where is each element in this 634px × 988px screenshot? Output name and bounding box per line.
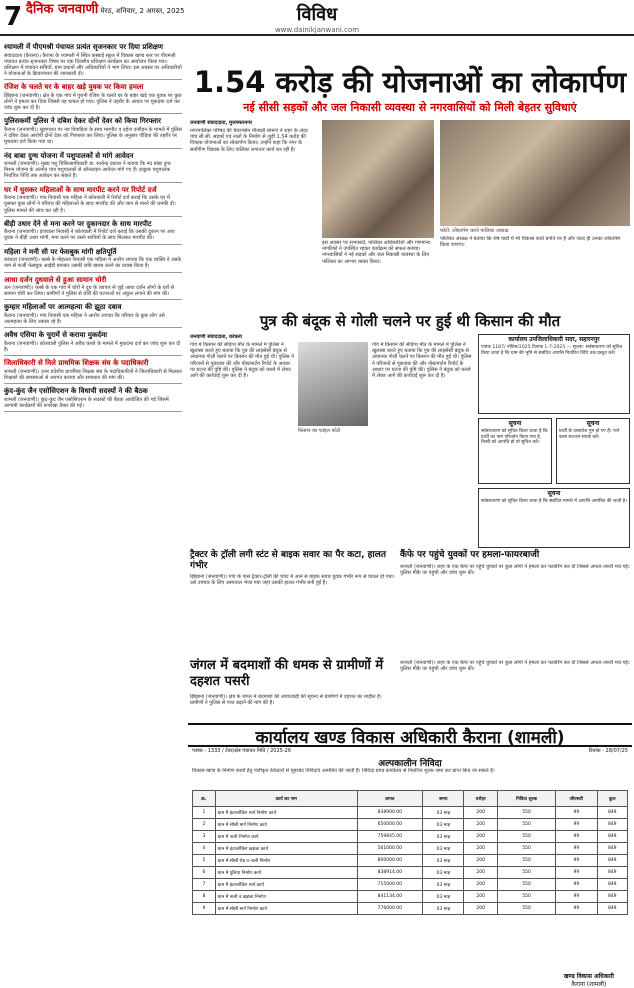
tender-cell: 849 bbox=[597, 867, 628, 879]
table-row bbox=[193, 903, 628, 915]
tender-office-title: कार्यालय खण्ड विकास अधिकारी कैराना (शामली) bbox=[188, 723, 632, 747]
lead-bureau: जनवाणी संवाददाता, मुजफ्फरनगर bbox=[190, 120, 253, 126]
left-story-headline: जिलाधिकारी से मिले प्राथमिक शिक्षक संघ के पदाधिकारी bbox=[4, 359, 149, 368]
tender-signature bbox=[564, 972, 614, 988]
tender-cell: 3 bbox=[193, 831, 216, 843]
lead-headline: 1.54 करोड़ की योजनाओं का लोकार्पण bbox=[193, 65, 627, 99]
tender-cell: 03 माह bbox=[423, 843, 464, 855]
tender-cell: 200 bbox=[464, 879, 498, 891]
tender-cell: ग्राम में नाली निर्माण कार्य bbox=[215, 831, 357, 843]
notice-text: सर्वसाधारण को सूचित किया जाता है कि प्रार्थी का नाम परिवर्तन किया गया है, किसी को आपत्ति हो तो सूचित करें। bbox=[481, 429, 548, 446]
tender-cell: 849 bbox=[597, 831, 628, 843]
tender-meta bbox=[192, 748, 628, 754]
lead-body-1: नगरपालिका परिषद की चेयरपर्सन मीनाक्षी स्वरूप ने शहर के अंदर पांच सी.सी. सड़कों एवं नालों के निर्माण से जुड़ी 1.54 करोड़ की विकास योजनाओं का लोकार्पण किया। उन्होंने कहा कि नगर के सर्वांगीण विकास के लिए पालिका लगातार कार्य कर रही है। bbox=[190, 128, 308, 153]
story2-body: गांव में किसान की संदिग्ध मौत के मामले में पुलिस ने खुलासा करते हुए बताया कि पुत्र की लाइसेंसी बंदूक से अचानक गोली चलने पर किसान की मौत हुई थी। पुलिस ने परिजनों से पूछताछ की और पोस्टमार्टम रिपोर्ट के आधार पर घटना की पुष्टि की। पुलिस ने बंदूक को कब्जे में लेकर आगे की कार्रवाई शुरू कर दी है। bbox=[190, 342, 294, 380]
tender-cell: 550 bbox=[497, 807, 555, 819]
tender-intro: विकास खण्ड के निर्माण कार्यों हेतु पंजीकृत ठेकेदारों से मुहरबंद निविदाएं आमंत्रित की जाती हैं। निविदा प्रपत्र कार्यालय से निर्धारित शुल्क जमा कर प्राप्त किए जा सकते हैं। bbox=[192, 768, 495, 774]
left-story-body: शामली (जनवाणी)। कुंद-कुंद जैन एसोसिएशन के सदस्यों की बैठक आयोजित की गई जिसमें आगामी कार्यक्रमों की रूपरेखा तैयार की गई। bbox=[4, 396, 169, 409]
tender-cell: 99 bbox=[556, 843, 597, 855]
notice-title: सूचना bbox=[547, 490, 561, 497]
tender-cell: ग्राम में नाली व खड़ंजा निर्माण bbox=[215, 891, 357, 903]
tender-cell: 03 माह bbox=[423, 879, 464, 891]
table-row bbox=[193, 891, 628, 903]
story-divider bbox=[4, 79, 182, 80]
lead-body-3: पालिका अध्यक्ष ने बताया कि शेष वार्डों में भी विकास कार्य प्रगति पर हैं और जल्द ही उनका लोकार्पण किया जाएगा। bbox=[440, 236, 621, 249]
tender-cell: 99 bbox=[556, 903, 597, 915]
table-row bbox=[193, 879, 628, 891]
table-row bbox=[193, 831, 628, 843]
story2-photo-caption: किसान का फाइल फोटो bbox=[298, 428, 341, 434]
tender-header-row bbox=[193, 791, 628, 807]
story3-body: झिंझाना (जनवाणी)। गांव के पास ट्रैक्टर-ट्रॉली की चपेट में आने से बाइक सवार युवक गंभीर रूप से घायल हो गया। उसे उपचार के लिए अस्पताल भेजा गया जहां उसकी हालत गंभीर बनी हुई है। bbox=[190, 574, 395, 587]
story-divider bbox=[4, 355, 182, 356]
sign-title: खण्ड विकास अधिकारी bbox=[563, 973, 614, 980]
tender-subtitle: अल्पकालीन निविदा bbox=[378, 759, 442, 769]
tender-cell: 4 bbox=[193, 843, 216, 855]
tender-cell: 550 bbox=[497, 903, 555, 915]
left-story-headline: श्यामली में पीएमश्री पंचायत प्रत्यंत सृजनकार पर दिया प्रशिक्षण bbox=[4, 43, 163, 51]
tender-cell: 800000.00 bbox=[357, 855, 423, 867]
left-story-body: शामली (जनवाणी)। उत्तर प्रदेशीय प्राथमिक शिक्षक संघ के पदाधिकारियों ने जिलाधिकारी से मिलकर शिक्षकों की समस्याओं से अवगत कराया और समाधान की मांग की। bbox=[4, 368, 182, 381]
tender-cell: 5 bbox=[193, 855, 216, 867]
website-url: www.dainikjanwani.com bbox=[274, 26, 360, 34]
tender-cell: 550 bbox=[497, 843, 555, 855]
left-story-body: कांधला (जनवाणी)। कस्बे के मोहल्ला निवासी एक महिला ने आरोप लगाया कि एक व्यक्ति ने उसके नाम से फर्जी फेसबुक आईडी बनाकर उसकी छवि खराब करने का प्रयास किया है। bbox=[4, 257, 182, 270]
story2-photo bbox=[298, 342, 368, 426]
story-divider bbox=[4, 327, 182, 328]
tender-cell: 849 bbox=[597, 891, 628, 903]
story-divider bbox=[4, 182, 182, 183]
tender-cell: ग्राम में इंटरलॉकिंग खड़ंजा कार्य bbox=[215, 843, 357, 855]
tender-header-cell: लागत bbox=[357, 791, 423, 807]
sign-place: कैराना (शामली) bbox=[571, 981, 607, 988]
tender-cell: 550 bbox=[497, 855, 555, 867]
tender-cell: 849 bbox=[597, 819, 628, 831]
story4-body: शामली (जनवाणी)। शहर के एक कैफे पर पहुंचे युवकों पर कुछ लोगों ने हमला कर फायरिंग कर दी जिससे अफरा-तफरी मच गई। पुलिस मौके पर पहुंची और जांच शुरू की। bbox=[400, 564, 630, 577]
tender-cell: 6 bbox=[193, 867, 216, 879]
tender-cell: 99 bbox=[556, 819, 597, 831]
tender-cell: 99 bbox=[556, 855, 597, 867]
left-story-headline: घर में घुसकर महिलाओं के साथ मारपीट करने पर रिपोर्ट दर्ज bbox=[4, 185, 157, 194]
tender-cell: ग्राम में सीसी मार्ग निर्माण कार्य bbox=[215, 903, 357, 915]
tender-cell: 715000.00 bbox=[357, 879, 423, 891]
tender-cell: ग्राम में इंटरलॉकिंग मार्ग कार्य bbox=[215, 879, 357, 891]
table-row bbox=[193, 807, 628, 819]
tender-date: दिनांक - 28/07/25 bbox=[588, 748, 628, 754]
masthead bbox=[0, 0, 634, 36]
tender-cell: ग्राम में इंटरलॉकिंग मार्ग निर्माण कार्य bbox=[215, 807, 357, 819]
left-story-headline: रंजिश के चलते घर के बाहर खड़े युवक पर किया हमला bbox=[4, 83, 144, 92]
tender-header-cell: समय bbox=[423, 791, 464, 807]
left-story-body: कैराना (जनवाणी)। कोतवाली पुलिस ने अवैध कब्जे के मामले में मुकदमा दर्ज कर जांच शुरू कर दी है। bbox=[4, 340, 181, 354]
tender-cell: 849 bbox=[597, 855, 628, 867]
tender-cell: 550 bbox=[497, 879, 555, 891]
lead-photo bbox=[322, 120, 434, 238]
tender-cell: 849 bbox=[597, 807, 628, 819]
left-story-headline: बीड़ी उधार देने से मना करने पर दुकानदार के साथ मारपीट bbox=[4, 219, 152, 228]
tender-header-cell: क्र. bbox=[193, 791, 216, 807]
tender-header-cell: निविदा शुल्क bbox=[497, 791, 555, 807]
tender-cell: 200 bbox=[464, 807, 498, 819]
tender-header-cell: कुल bbox=[597, 791, 628, 807]
notice-title: कार्यालय उपजिलाधिकारी सदर, सहारनपुर bbox=[508, 336, 600, 343]
tender-cell: 9 bbox=[193, 903, 216, 915]
tender-cell: 200 bbox=[464, 903, 498, 915]
dateline: मेरठ, शनिवार, 2 अगस्त, 2025 bbox=[100, 7, 185, 15]
notice-box-3 bbox=[556, 418, 630, 484]
tender-ref: पत्रांक - 1333 / टेंडर/क्षेत्र पंचायत निधि / 2025-26 bbox=[192, 748, 292, 754]
tender-cell: 03 माह bbox=[423, 819, 464, 831]
tender-cell: 838914.00 bbox=[357, 867, 423, 879]
left-story-body: कैराना (जनवाणी)। गांव निवासी एक महिला ने आरोप लगाया कि परिवार के कुछ लोग उसे आत्महत्या के लिए उकसा रहे हैं। bbox=[4, 312, 165, 326]
tender-cell: 99 bbox=[556, 891, 597, 903]
left-story-headline: कुंद-कुंद जैन एसोसिएशन के विधायी सदस्यों ने की बैठक bbox=[4, 387, 148, 396]
tender-cell: 200 bbox=[464, 891, 498, 903]
tender-cell: 550 bbox=[497, 831, 555, 843]
tender-cell: 8 bbox=[193, 891, 216, 903]
tender-cell: 1 bbox=[193, 807, 216, 819]
left-story-body: कैराना (जनवाणी)। गांव निवासी एक महिला ने कोतवाली में रिपोर्ट दर्ज कराई कि उसके घर में घुसकर कुछ लोगों ने परिवार की महिलाओं के साथ मारपीट की और जान से मारने की धमकी दी। पुलिस मामले की जांच कर रही है। bbox=[4, 195, 176, 214]
table-row bbox=[193, 855, 628, 867]
left-story-body: झिंझाना (जनवाणी)। क्षेत्र के एक गांव में पुरानी रंजिश के चलते घर के बाहर खड़े एक युवक पर कुछ लोगों ने हमला कर दिया जिससे वह घायल हो गया। पुलिस ने तहरीर के आधार पर मुकदमा दर्ज कर जांच शुरू कर दी है। bbox=[4, 92, 182, 112]
left-story-body: शामली (जनवाणी)। मुख्य पशु चिकित्साधिकारी डा. सत्येन्द्र प्रकाश ने बताया कि नंद बाबा दुग्ध मिशन योजना के अंतर्गत पात्र पशुपालकों से ऑनलाइन आवेदन मांगे गए हैं। इच्छुक पशुपालक निर्धारित तिथि तक आवेदन कर सकते हैं। bbox=[4, 161, 171, 180]
notice-title: सूचना bbox=[508, 420, 522, 427]
tender-cell: 03 माह bbox=[423, 807, 464, 819]
notice-box-2 bbox=[478, 418, 552, 484]
tender-cell: 200 bbox=[464, 855, 498, 867]
left-story-body: संवाददाता (कैराना)। कैराना के श्यामली में स्थित कस्बाई स्कूल में विकास खण्ड स्तर पर पीएमश्री पंचायत प्रत्यंत सृजनकार विषय पर एक दिवसीय प्रशिक्षण कार्यक्रम का आयोजन किया गया। प्रशिक्षण में पंचायत सचिवों, ग्राम प्रधानों और अधिकारियों ने भाग लिया। इस अवसर पर अधिकारियों ने योजनाओं के क्रियान्वयन की जानकारी दी। bbox=[4, 52, 182, 78]
tender-cell: 03 माह bbox=[423, 867, 464, 879]
tender-cell: 03 माह bbox=[423, 903, 464, 915]
tender-cell: 99 bbox=[556, 807, 597, 819]
left-story-headline: अवैध एसिया के चुरामें से कराया मुकर्दमा bbox=[4, 331, 108, 340]
story3-headline: ट्रैक्टर के ट्रॉली लगी स्टंट से बाइक सवार का पैर कटा, हालत गंभीर bbox=[190, 550, 386, 571]
table-row bbox=[193, 867, 628, 879]
tender-cell: 2 bbox=[193, 819, 216, 831]
notice-box-4 bbox=[478, 488, 630, 548]
tender-table bbox=[192, 790, 628, 915]
tender-header-cell: जीएसटी bbox=[556, 791, 597, 807]
left-story-body: ऊन (जनवाणी)। कस्बे के एक गांव में चोरों ने दूध के व्यापार से जुड़े आधा दर्जन लोगों के घरों से सामान चोरी कर लिया। ग्रामीणों ने पुलिस से चोरी की घटनाओं पर अंकुश लगाने की मांग की। bbox=[4, 285, 175, 298]
table-row bbox=[193, 819, 628, 831]
tender-cell: 550 bbox=[497, 819, 555, 831]
tender-cell: 550 bbox=[497, 867, 555, 879]
tender-cell: 200 bbox=[464, 867, 498, 879]
tender-cell: 849 bbox=[597, 879, 628, 891]
tender-header-cell: कार्य का नाम bbox=[215, 791, 357, 807]
tender-cell: 99 bbox=[556, 831, 597, 843]
tender-cell: 650000.00 bbox=[357, 819, 423, 831]
story5-body: झिंझाना (जनवाणी)। क्षेत्र के जंगल में बदमाशों की आवाजाही की सूचना से ग्रामीणों में दहशत का माहौल है। ग्रामीणों ने पुलिस से गश्त बढ़ाने की मांग की है। bbox=[190, 694, 382, 707]
tender-cell: 99 bbox=[556, 879, 597, 891]
story-divider bbox=[4, 272, 182, 273]
notice-text: सर्वसाधारण को सूचित किया जाता है कि संबंधित मामले में आपत्ति आमंत्रित की जाती है। bbox=[481, 499, 627, 504]
left-story-headline: कुम्हार महिलाओं पर आत्महत्या की झूठा दबाव bbox=[4, 303, 122, 312]
tender-cell: 776000.00 bbox=[357, 903, 423, 915]
tender-body bbox=[193, 807, 628, 915]
left-story-headline: पुलिसकर्मी पुलिस ने दबिश देकर दोनों देवर को किया गिरफ्तार bbox=[4, 117, 161, 126]
lead-body-2: इस अवसर पर सभासदों, पालिका अधिकारियों और गणमान्य नागरिकों ने उपस्थित रहकर कार्यक्रम को सफल बनाया। नगरवासियों ने नई सड़कों और जल निकासी व्यवस्था के लिए पालिका का आभार व्यक्त किया। bbox=[322, 240, 431, 265]
left-story-body: कैराना (जनवाणी)। इंजवाला निवासी ने कोतवाली में रिपोर्ट दर्ज कराई कि उसकी दुकान पर आए युवक ने बीड़ी उधार मांगी, मना करने पर उसने साथियों के साथ मिलकर मारपीट की। bbox=[4, 229, 175, 242]
notice-box-1 bbox=[478, 334, 630, 414]
notice-title: सूचना bbox=[586, 420, 600, 427]
story2-bureau: जनवाणी संवाददाता, कांधला bbox=[190, 334, 242, 340]
tender-cell: 849 bbox=[597, 843, 628, 855]
story4-body-cont: शामली (जनवाणी)। शहर के एक कैफे पर पहुंचे युवकों पर कुछ लोगों ने हमला कर फायरिंग कर दी जिससे अफरा-तफरी मच गई। पुलिस मौके पर पहुंची और जांच शुरू की। bbox=[400, 660, 630, 673]
story2-body-cont: गांव में किसान की संदिग्ध मौत के मामले में पुलिस ने खुलासा करते हुए बताया कि पुत्र की लाइसेंसी बंदूक से अचानक गोली चलने पर किसान की मौत हुई थी। पुलिस ने परिजनों से पूछताछ की और पोस्टमार्टम रिपोर्ट के आधार पर घटना की पुष्टि की। पुलिस ने बंदूक को कब्जे में लेकर आगे की कार्रवाई शुरू कर दी है। bbox=[372, 342, 472, 380]
tender-cell: 03 माह bbox=[423, 855, 464, 867]
tender-cell: 03 माह bbox=[423, 831, 464, 843]
story-divider bbox=[4, 216, 182, 217]
story2-headline: पुत्र की बंदूक से गोली चलने पर हुई थी किसान की मौत bbox=[259, 312, 561, 330]
page-number: 7 bbox=[4, 2, 23, 32]
paper-name: दैनिक जनवाणी bbox=[26, 2, 99, 17]
story-divider bbox=[4, 148, 182, 149]
left-story-body: कैराना (जनवाणी)। सुहागरात पर नव विवाहिता के साथ मारपीट व दहेज उत्पीड़न के मामले में पुलिस ने दबिश देकर आरोपी दोनों देवर को गिरफ्तार कर लिया। पुलिस के अनुसार पीड़िता की तहरीर पर मुकदमा दर्ज किया गया था। bbox=[4, 126, 182, 146]
tender-cell: 841134.00 bbox=[357, 891, 423, 903]
tender-cell: 7 bbox=[193, 879, 216, 891]
tender-cell: 838900.00 bbox=[357, 807, 423, 819]
table-row bbox=[193, 843, 628, 855]
notice-text: प्रार्थी के दस्तावेज गुम हो गए हैं। पाने वाला सज्जन संपर्क करें। bbox=[559, 429, 620, 440]
tender-cell: ग्राम में सीसी मार्ग निर्माण कार्य bbox=[215, 819, 357, 831]
left-story-headline: महिला ने मनी सी पर फेसबुक मांगी क्षतिपूर्ति bbox=[4, 247, 117, 256]
lead-photo-caption: फोटो: लोकार्पण करते पालिका अध्यक्ष bbox=[440, 228, 509, 234]
tender-cell: 03 माह bbox=[423, 891, 464, 903]
tender-cell: ग्राम में सीसी रोड व नाली निर्माण bbox=[215, 855, 357, 867]
tender-cell: 849 bbox=[597, 903, 628, 915]
left-story-headline: आधा दर्जन दुधवाले से हुआ सामान चोरी bbox=[4, 275, 107, 284]
tender-header-cell: धरोहर bbox=[464, 791, 498, 807]
tender-cell: ग्राम में पुलिया निर्माण कार्य bbox=[215, 867, 357, 879]
section-title: विविध bbox=[296, 4, 338, 25]
story-divider bbox=[4, 113, 182, 114]
left-story-headline: नंद बाबा दुग्ध योजना में पशुपालकों से मांगे आवेदन bbox=[4, 151, 134, 160]
story5-headline: जंगल में बदमाशों की धमक से ग्रामीणों में दहशत पसरी bbox=[190, 658, 384, 689]
story-divider bbox=[4, 383, 182, 384]
lead-photo-2 bbox=[440, 120, 630, 226]
left-news-column bbox=[4, 40, 182, 984]
tender-cell: 200 bbox=[464, 843, 498, 855]
lead-subheadline: नई सीसी सड़कों और जल निकासी व्यवस्था से नगरवासियों को मिली बेहतर सुविधाएं bbox=[243, 101, 577, 114]
story-divider bbox=[4, 299, 182, 300]
story-divider bbox=[4, 244, 182, 245]
story4-headline: कैंफे पर पहुंचे युवकों पर हमला-फायरबाजी bbox=[400, 550, 540, 560]
notice-text: पत्रांक 1187/ नोटिस/2025 दिनांक 1-7-2025 — सूचना: सर्वसाधारण को सूचित किया जाता है कि ग्राम की भूमि से संबंधित आपत्ति निर्धारित तिथि तक प्रस्तुत करें। bbox=[481, 345, 623, 356]
tender-cell: 99 bbox=[556, 867, 597, 879]
tender-cell: 550 bbox=[497, 891, 555, 903]
tender-cell: 759845.00 bbox=[357, 831, 423, 843]
tender-cell: 200 bbox=[464, 831, 498, 843]
story-divider bbox=[4, 411, 182, 412]
tender-cell: 561000.00 bbox=[357, 843, 423, 855]
tender-cell: 200 bbox=[464, 819, 498, 831]
